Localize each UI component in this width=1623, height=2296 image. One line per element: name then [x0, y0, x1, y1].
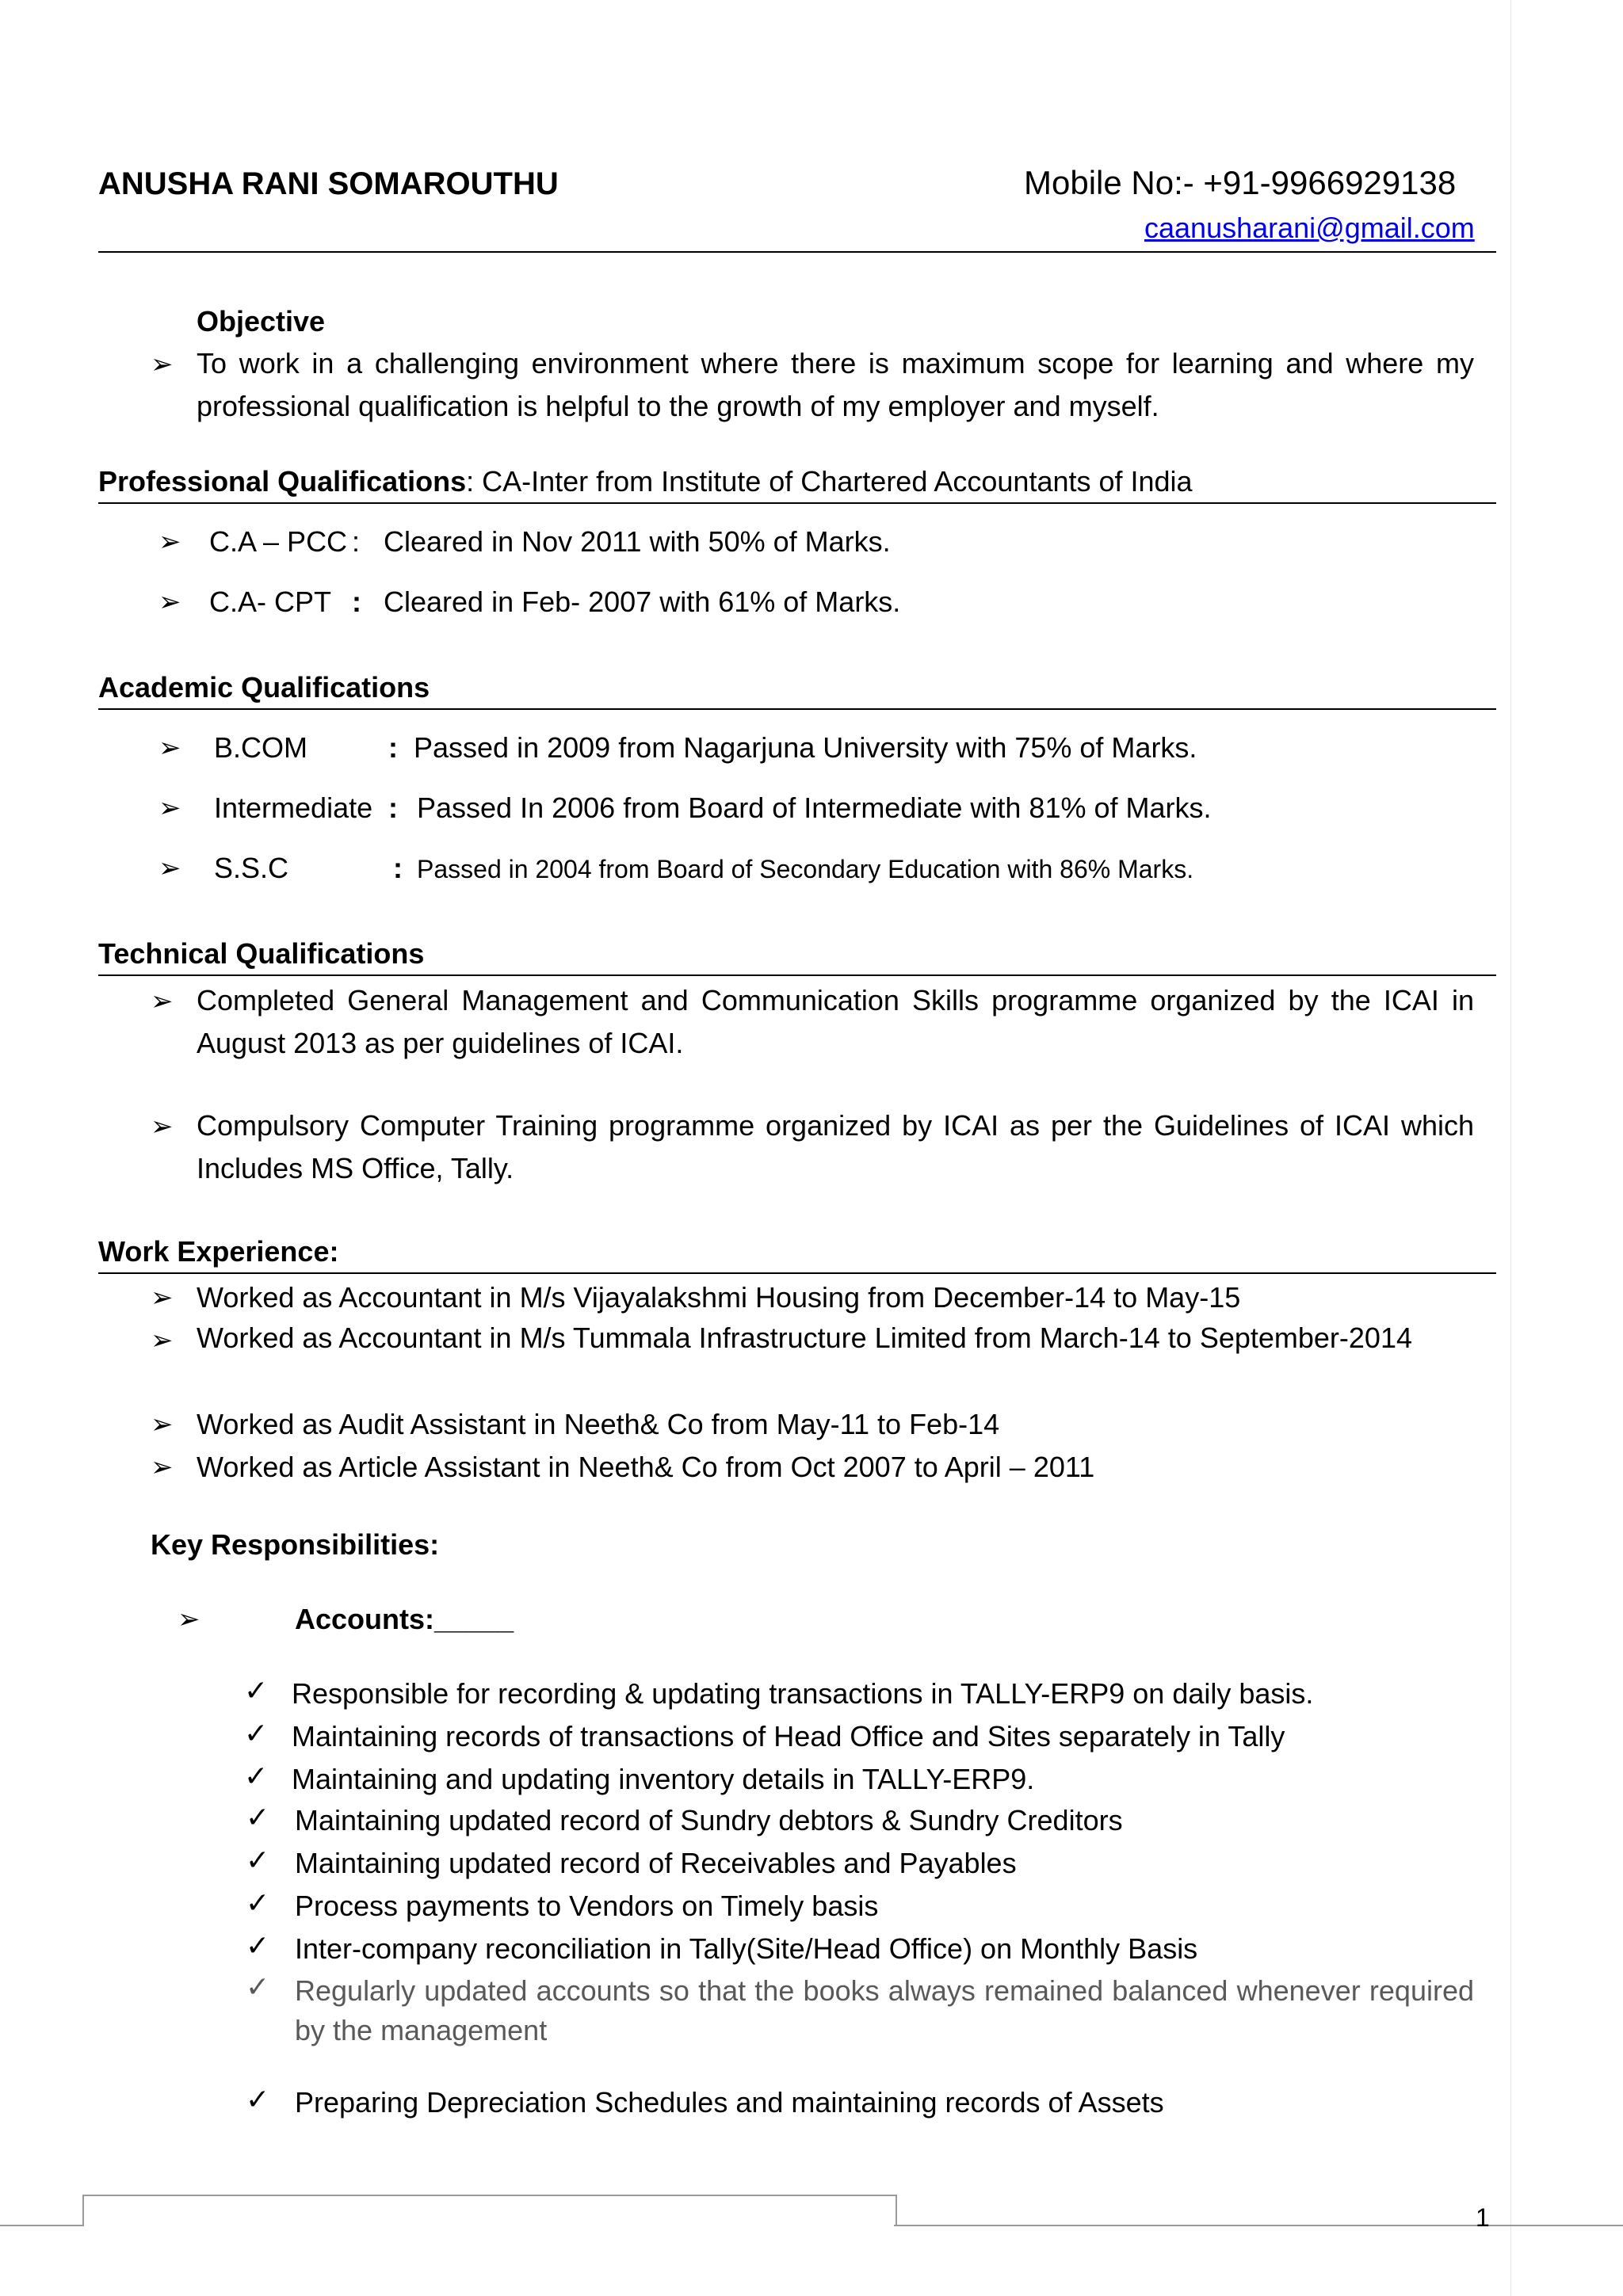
technical-rule	[98, 974, 1496, 976]
responsibility-item: Maintaining and updating inventory details in TALLY-ERP9.	[292, 1763, 1035, 1795]
email-link[interactable]: caanusharani@gmail.com	[1144, 212, 1475, 244]
responsibility-item: Maintaining records of transactions of Head Office and Sites separately in Tally	[292, 1720, 1285, 1753]
professional-rule	[98, 502, 1496, 504]
responsibility-item: Preparing Depreciation Schedules and maintaining records of Assets	[295, 2086, 1164, 2119]
professional-item-label: C.A- CPT	[209, 585, 332, 618]
work-item: Worked as Accountant in M/s Vijayalakshmi Housing from December-14 to May-15	[197, 1281, 1241, 1314]
work-item: Worked as Audit Assistant in Neeth& Co from May-11 to Feb-14	[197, 1408, 1000, 1440]
mobile-number: Mobile No:- +91-9966929138	[1024, 164, 1457, 201]
academic-item-sep: :	[388, 791, 398, 824]
academic-item-label: Intermediate	[214, 791, 373, 824]
responsibilities-heading: Key Responsibilities:	[151, 1528, 440, 1561]
arrow-bullet-icon: ➢	[151, 986, 174, 1016]
footer-rule	[894, 2225, 1623, 2226]
candidate-name: ANUSHA RANI SOMAROUTHU	[98, 166, 559, 201]
responsibility-item: Process payments to Vendors on Timely basis	[295, 1890, 879, 1922]
arrow-bullet-icon: ➢	[151, 349, 174, 379]
page-margin-line	[1510, 0, 1511, 2296]
professional-item-value: Cleared in Feb- 2007 with 61% of Marks.	[384, 585, 901, 618]
responsibility-item: Maintaining updated record of Receivables and Payables	[295, 1847, 1017, 1879]
technical-heading: Technical Qualifications	[98, 937, 425, 970]
technical-item: Compulsory Computer Training programme organized by ICAI as per the Guidelines of ICAI which Includes MS Office, Tally.	[197, 1109, 1474, 1184]
academic-item-value: Passed in 2009 from Nagarjuna University with 75% of Marks.	[414, 731, 1197, 764]
arrow-bullet-icon: ➢	[151, 1283, 174, 1313]
arrow-bullet-icon: ➢	[151, 1112, 174, 1142]
arrow-bullet-icon: ➢	[178, 1604, 200, 1634]
arrow-bullet-icon: ➢	[158, 527, 181, 557]
work-rule	[98, 1272, 1496, 1274]
academic-item-value: Passed in 2004 from Board of Secondary Education with 86% Marks.	[417, 855, 1194, 883]
arrow-bullet-icon: ➢	[158, 587, 181, 617]
responsibility-item: Inter-company reconciliation in Tally(Site/Head Office) on Monthly Basis	[295, 1932, 1198, 1965]
professional-item-sep: :	[352, 585, 361, 618]
professional-item-value: Cleared in Nov 2011 with 50% of Marks.	[384, 525, 891, 558]
responsibility-item: Regularly updated accounts so that the books always remained balanced whenever required by the management	[295, 1974, 1474, 2046]
academic-item-value: Passed In 2006 from Board of Intermediate with 81% of Marks.	[417, 791, 1212, 824]
technical-item: Completed General Management and Communication Skills programme organized by the ICAI in August 2013 as per guidelines of ICAI.	[197, 984, 1474, 1059]
academic-item-sep: :	[388, 731, 398, 764]
professional-item-sep: :	[352, 525, 361, 558]
checkmark-icon: ✓	[246, 2083, 270, 2115]
checkmark-icon: ✓	[246, 1844, 270, 1876]
checkmark-icon: ✓	[244, 1674, 269, 1707]
page-number: 1	[1476, 2203, 1490, 2232]
objective-text: To work in a challenging environment where there is maximum scope for learning and where my professional qualification is helpful to the growth of my employer and myself.	[197, 347, 1474, 422]
arrow-bullet-icon: ➢	[158, 793, 181, 823]
checkmark-icon: ✓	[246, 1886, 270, 1919]
academic-item-label: B.COM	[214, 731, 308, 764]
footer-rule	[0, 2225, 84, 2226]
checkmark-icon: ✓	[244, 1760, 269, 1792]
professional-item-label: C.A – PCC	[209, 525, 348, 558]
arrow-bullet-icon: ➢	[151, 1452, 174, 1482]
checkmark-icon: ✓	[244, 1717, 269, 1749]
responsibility-item: Responsible for recording & updating transactions in TALLY-ERP9 on daily basis.	[292, 1677, 1314, 1710]
professional-heading: Professional Qualifications: CA-Inter from Institute of Chartered Accountants of India	[98, 465, 1193, 498]
arrow-bullet-icon: ➢	[151, 1325, 174, 1356]
footer-box	[82, 2195, 897, 2226]
responsibility-item: Maintaining updated record of Sundry debtors & Sundry Creditors	[295, 1804, 1123, 1836]
academic-rule	[98, 708, 1496, 710]
academic-item-label: S.S.C	[214, 852, 289, 884]
checkmark-icon: ✓	[246, 1929, 270, 1962]
accounts-label: Accounts:_____	[295, 1603, 514, 1635]
academic-heading: Academic Qualifications	[98, 671, 430, 704]
academic-item-sep: :	[393, 852, 403, 884]
work-item: Worked as Article Assistant in Neeth& Co from Oct 2007 to April – 2011	[197, 1451, 1095, 1483]
arrow-bullet-icon: ➢	[158, 733, 181, 763]
checkmark-icon: ✓	[246, 1801, 270, 1833]
checkmark-icon: ✓	[246, 1970, 270, 2003]
arrow-bullet-icon: ➢	[158, 853, 181, 883]
work-heading: Work Experience:	[98, 1235, 339, 1268]
objective-heading: Objective	[197, 305, 326, 338]
work-item: Worked as Accountant in M/s Tummala Infrastructure Limited from March-14 to September-2014	[197, 1322, 1412, 1354]
header-rule	[98, 251, 1496, 253]
arrow-bullet-icon: ➢	[151, 1409, 174, 1440]
